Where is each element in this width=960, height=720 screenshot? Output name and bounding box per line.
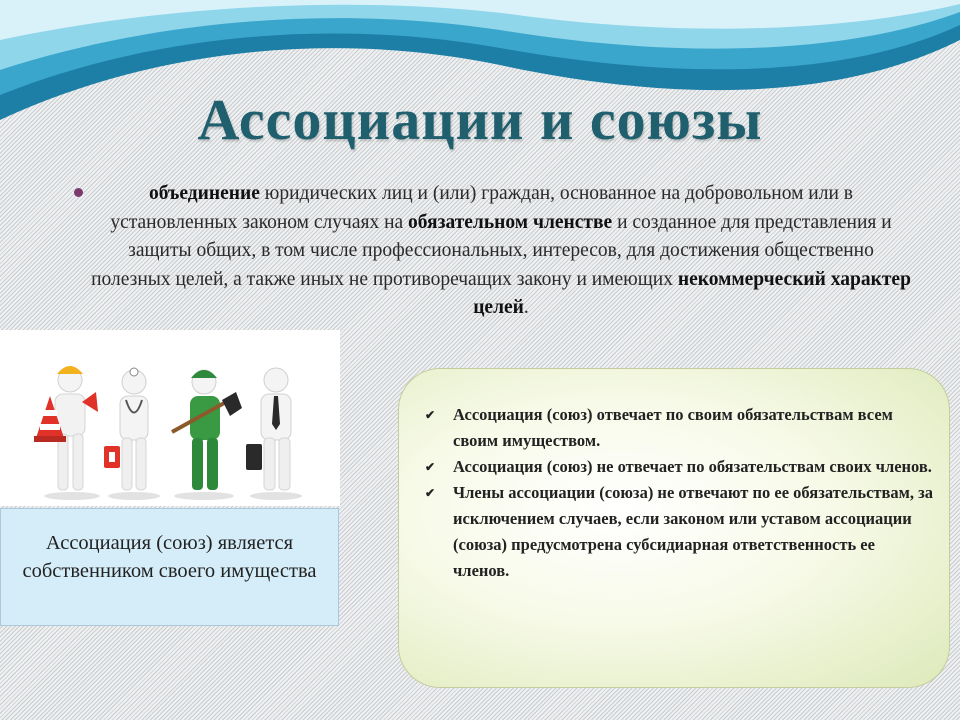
doctor-figure (104, 368, 148, 490)
check-icon: ✔ (425, 486, 436, 500)
list-item-text: Ассоциация (союз) не отвечает по обязательствам своих членов. (453, 457, 932, 476)
bullet-dot-icon (74, 188, 83, 197)
gardener-figure (172, 370, 242, 490)
definition-paragraph (86, 180, 916, 323)
definition-segment: объединение (149, 183, 260, 204)
definition-segment: и созданное для представления и защиты общих, в том числе профессиональных, интересов, для достижения общественно полезных целей, а также иных не противоречащих закону и имеющих (91, 211, 892, 290)
check-icon: ✔ (425, 460, 436, 474)
list-item (425, 454, 935, 480)
definition-segment: обязательном членстве (408, 211, 613, 233)
builder-figure (34, 366, 98, 490)
list-item-text: Члены ассоциации (союза) не отвечают по ее обязательствам, за исключением случаев, если законом или уставом ассоциации (союза) предусмотрена субсидиарная ответственность ее членов. (453, 483, 934, 580)
liability-list (425, 402, 935, 584)
page-title: Ассоциации и союзы (197, 87, 763, 152)
definition-segment: юридических лиц и (или) граждан, основанное на добровольном или в установленных законом случаях на (110, 183, 853, 233)
check-icon: ✔ (425, 408, 436, 422)
list-item-text: Ассоциация (союз) отвечает по своим обязательствам всем своим имуществом. (453, 405, 893, 450)
professions-illustration (0, 330, 340, 506)
definition-segment: некоммерческий характер целей (473, 268, 911, 318)
list-item (425, 402, 935, 454)
list-item (425, 480, 935, 584)
owner-box: Ассоциация (союз) является собственником своего имущества (0, 508, 339, 626)
businessman-figure (246, 368, 291, 490)
definition-segment: . (523, 297, 529, 318)
